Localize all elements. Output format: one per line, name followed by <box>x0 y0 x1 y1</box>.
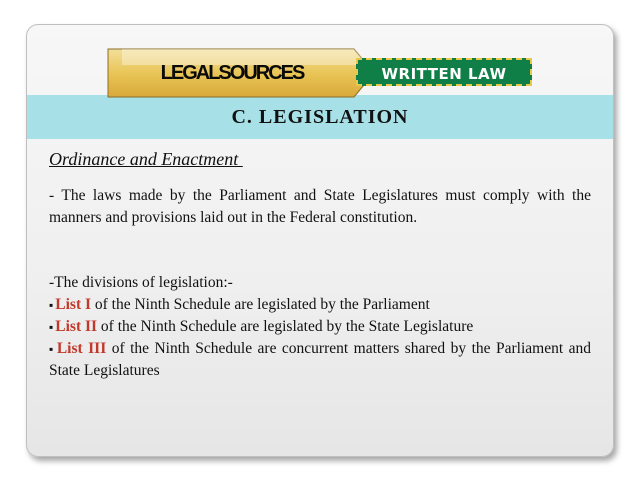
list-text: of the Ninth Schedule are legislated by the Parliament <box>91 296 430 313</box>
square-bullet-icon: ▪ <box>49 298 54 312</box>
square-bullet-icon: ▪ <box>49 320 54 334</box>
list-text: of the Ninth Schedule are legislated by the State Legislature <box>97 318 474 335</box>
list-name: List II <box>55 318 98 335</box>
list-text: of the Ninth Schedule are concurrent matters shared by the Parliament and State Legislatures <box>49 340 591 379</box>
section-title: C. LEGISLATION <box>231 106 409 128</box>
square-bullet-icon: ▪ <box>49 342 55 356</box>
divisions-block <box>49 272 591 382</box>
list-name: List I <box>55 296 92 313</box>
list-item <box>49 338 591 382</box>
slide <box>26 24 614 457</box>
legal-sources-tab: LEGALSOURCES <box>160 62 304 84</box>
divisions-intro: -The divisions of legislation:- <box>49 274 233 291</box>
body-paragraph: - The laws made by the Parliament and State Legislatures must comply with the manners and provisions laid out in the Federal constitution. <box>49 187 591 226</box>
list-name: List III <box>56 340 107 357</box>
written-law-badge: WRITTEN LAW <box>356 58 532 86</box>
list-item <box>49 294 591 316</box>
list-item <box>49 316 591 338</box>
subheading: Ordinance and Enactment <box>49 149 243 169</box>
